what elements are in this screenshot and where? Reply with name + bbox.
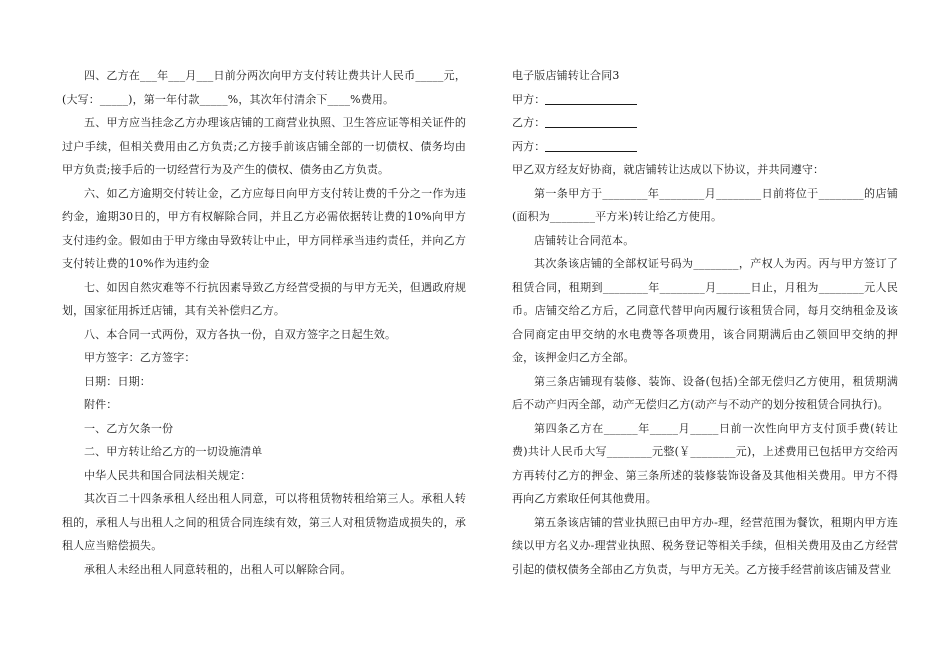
- party-b-blank: [545, 114, 637, 128]
- law-heading: 中华人民共和国合同法相关规定：: [84, 468, 252, 482]
- clause-8: 八、本合同一式两份，双方各执一份，自双方签字之日起生效。: [84, 327, 397, 341]
- article-4: 第四条乙方在______年_____月_____日前一次性向甲方支付顶手费(转让费)共计人民币大写________元整(￥________元)，上述费用已包括甲方交给丙方再转付乙方的押金、第三条所述的装修装饰设备及其他相关费用。甲方不得再向乙方索取任何其他费用。: [512, 421, 898, 505]
- attachment-2: 二、甲方转让给乙方的一切设施清单: [84, 445, 263, 458]
- attachment-1: 一、乙方欠条一份: [84, 421, 174, 435]
- article-2: 其次条该店铺的全部权证号码为________，产权人为丙。丙与甲方签订了租赁合同，租期到________年________月______日止，月租为________元人民币。店铺交给乙方后，乙同意代替甲向丙履行该租赁合同，每月交纳租金及该合同商定由甲交纳的水电费等各项费用，该合同期满后由乙领回甲交纳的押金，该押金归乙方全部。: [512, 257, 898, 364]
- clause-7: 七、如因自然灾难等不行抗因素导致乙方经营受损的与甲方无关，但遇政府规划，国家征用拆迁店铺，其有关补偿归乙方。: [62, 280, 466, 317]
- attachments-heading: 附件：: [84, 398, 118, 411]
- template-note: 店铺转让合同范本。: [534, 233, 635, 247]
- signature-line: 甲方签字：乙方签字：: [84, 351, 196, 364]
- law-article-224: 其次百二十四条承租人经出租人同意，可以将租赁物转租给第三人。承租人转租的，承租人与出租人之间的租赁合同连续有效，第三人对租赁物造成损失的，承租人应当赔偿损失。: [62, 492, 466, 552]
- date-line: 日期：日期：: [84, 374, 151, 388]
- left-column: [62, 64, 466, 581]
- party-b-line: [512, 111, 898, 135]
- party-c-label: 丙方：: [512, 139, 546, 153]
- clause-6: 六、如乙方逾期交付转让金，乙方应每日向甲方支付转让费的千分之一作为违约金，逾期30日的，甲方有权解除合同，并且乙方必需依据转让费的10%向甲方支付违约金。假如由于甲方缘由导致转让中止，甲方同样承当违约责任，并向乙方支付转让费的10%作为违约金: [62, 186, 466, 270]
- party-b-label: 乙方：: [512, 116, 546, 129]
- article-5: 第五条该店铺的营业执照已由甲方办-理，经营范围为餐饮，租期内甲方连续以甲方名义办-理营业执照、税务登记等相关手续，但相关费用及由乙方经营引起的债权债务全部由乙方负责，与甲方无关。乙方接手经营前该店铺及营业: [512, 515, 898, 576]
- contract-title: 电子版店铺转让合同3: [512, 69, 620, 82]
- clause-5: 五、甲方应当挂念乙方办理该店铺的工商营业执照、卫生答应证等相关证件的过户手续，但相关费用由乙方负责;乙方接手前该店铺全部的一切债权、债务均由甲方负责;接手后的一切经营行为及产生的债权、债务由乙方负责。: [62, 116, 466, 176]
- right-column: [512, 64, 898, 581]
- party-a-line: [512, 88, 898, 112]
- party-c-line: [512, 135, 898, 159]
- article-3: 第三条店铺现有装修、装饰、设备(包括)全部无偿归乙方使用，租赁期满后不动产归丙全部，动产无偿归乙方(动产与不动产的划分按租赁合同执行)。: [512, 374, 898, 411]
- party-c-blank: [545, 138, 637, 152]
- article-1: 第一条甲方于________年________月________日前将位于________的店铺(面积为________平方米)转让给乙方使用。: [512, 186, 898, 223]
- law-article-224-continued: 承租人未经出租人同意转租的，出租人可以解除合同。: [84, 562, 352, 576]
- preamble: 甲乙双方经友好协商，就店铺转让达成以下协议，并共同遵守：: [512, 163, 825, 176]
- clause-4: 四、乙方在___年___月___日前分两次向甲方支付转让费共计人民币_____元，(大写：_____)，第一年付款_____%，其次年付清余下____%费用。: [62, 69, 466, 106]
- party-a-label: 甲方：: [512, 92, 546, 106]
- party-a-blank: [545, 91, 637, 105]
